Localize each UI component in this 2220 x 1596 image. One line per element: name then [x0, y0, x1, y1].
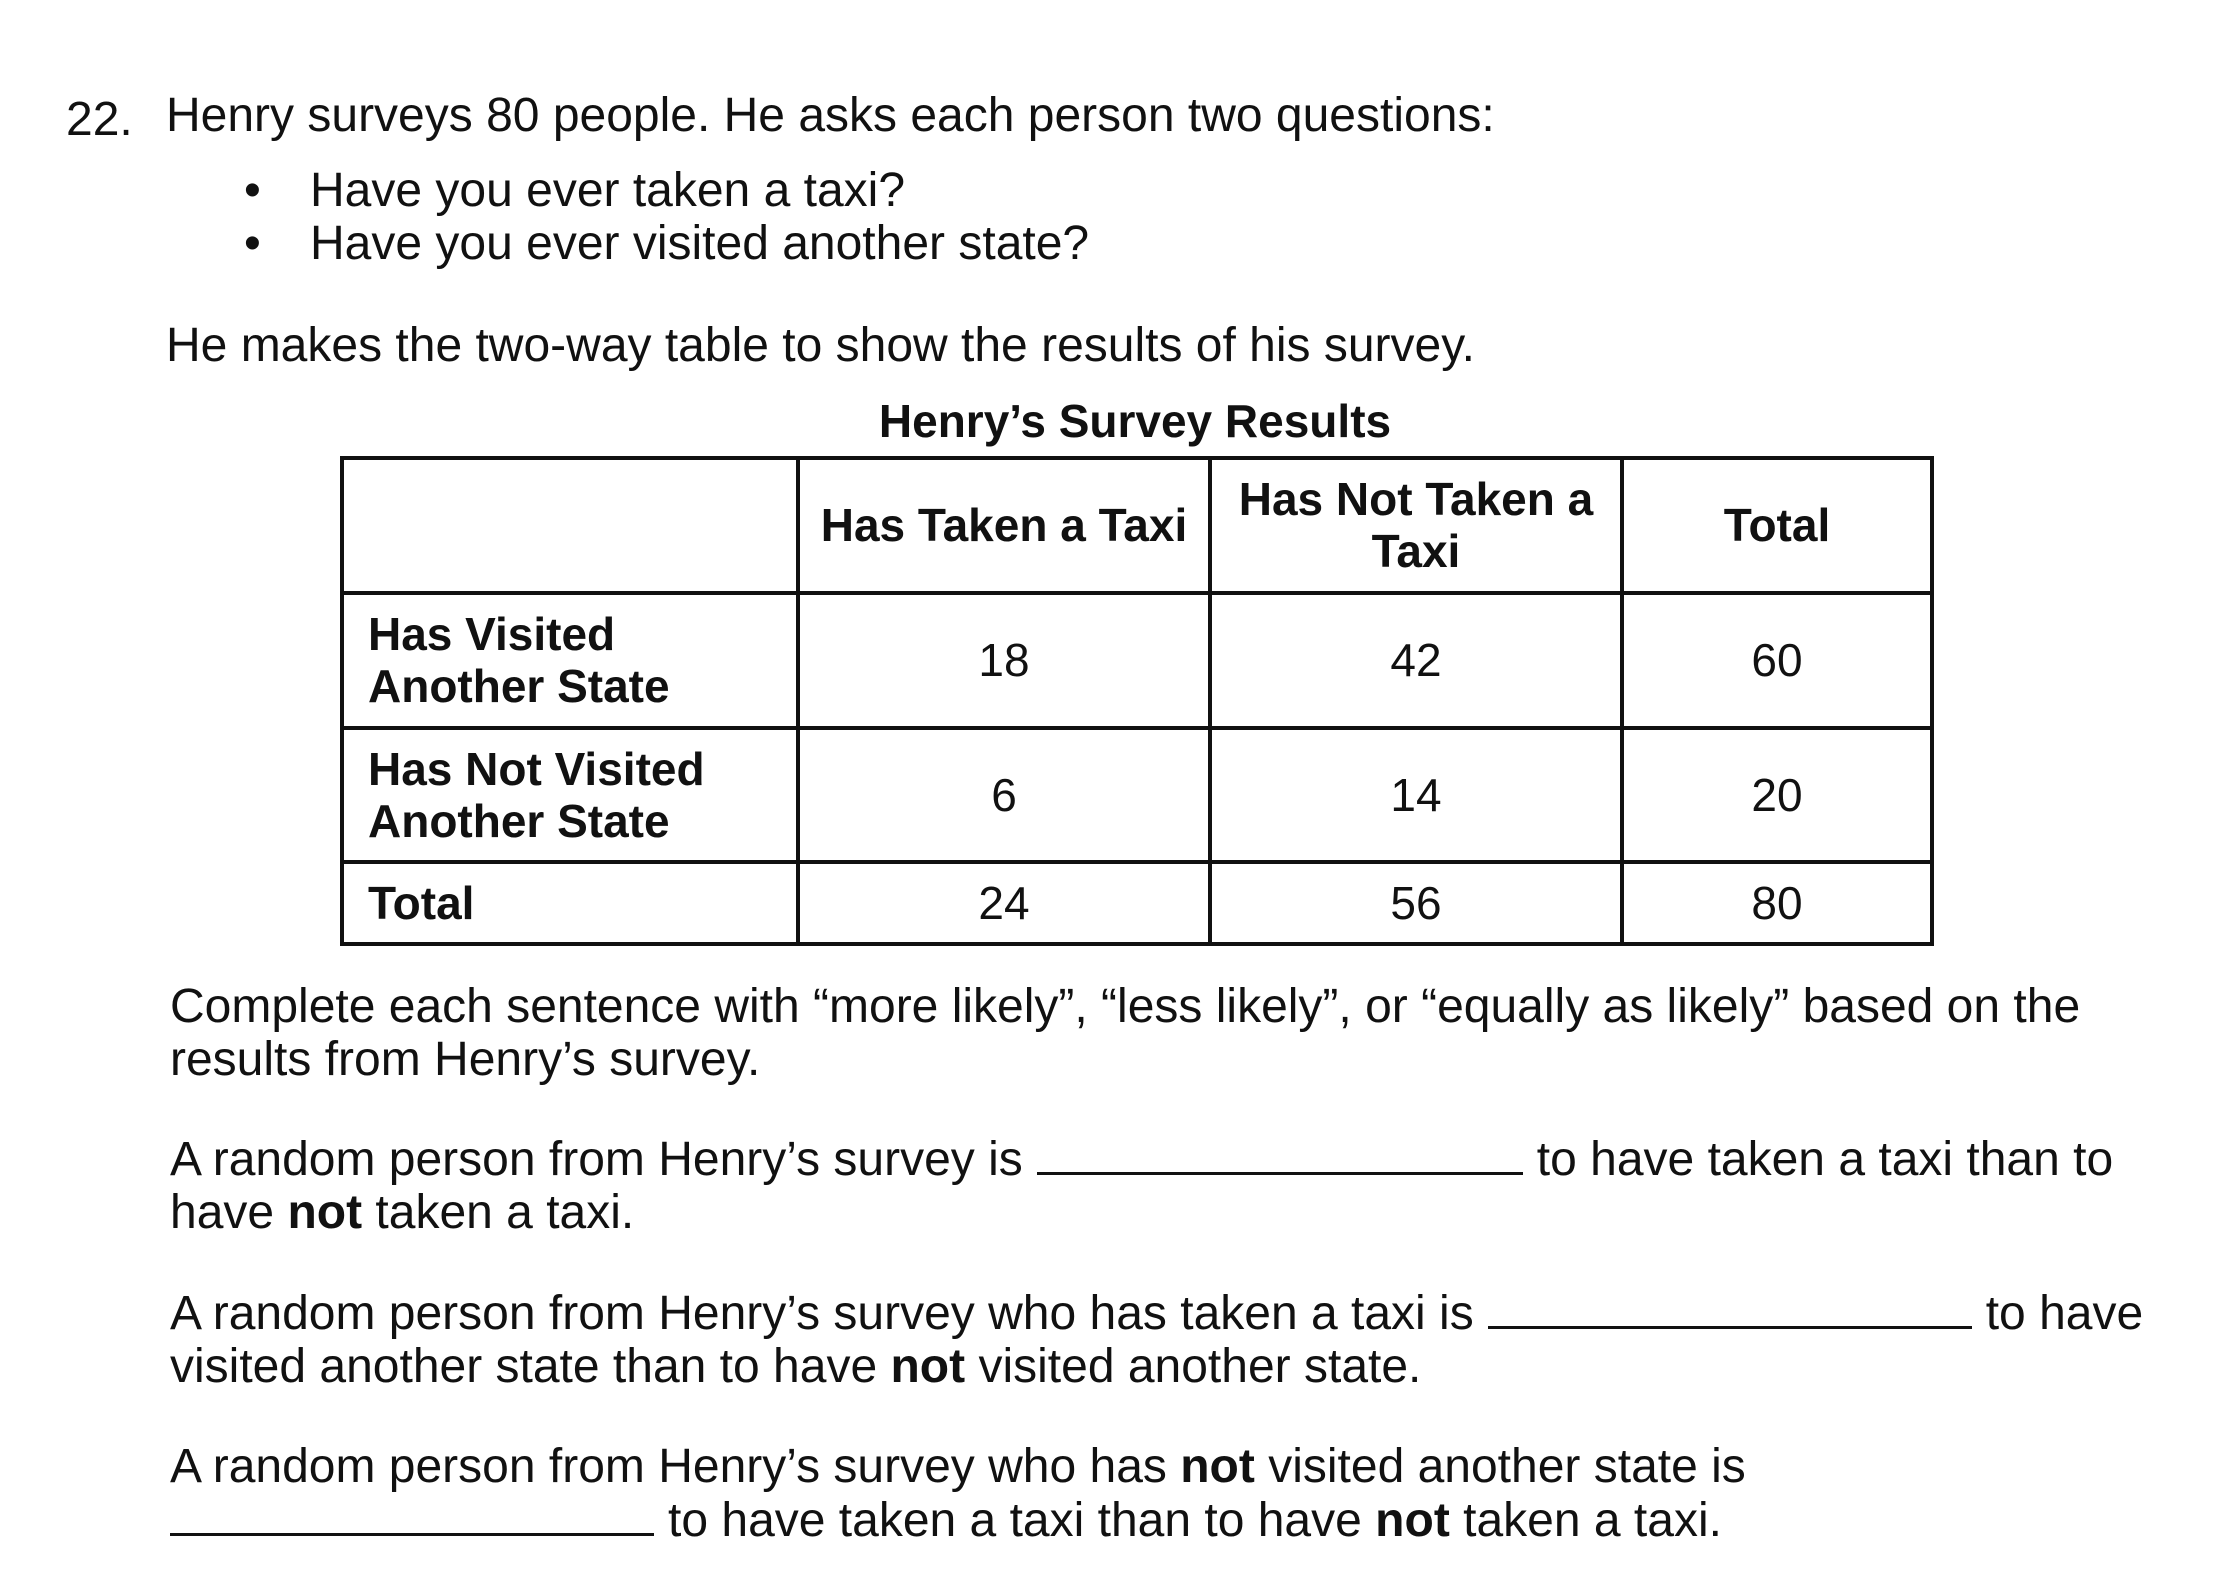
column-header: Has Taken a Taxi [798, 458, 1210, 593]
column-header: Has Not Taken a Taxi [1210, 458, 1622, 593]
sentence-text: A random person from Henry’s survey who has taken a taxi is [170, 1287, 1474, 1340]
sentence-text: A random person from Henry’s survey is [170, 1133, 1023, 1186]
bullet-item [236, 217, 1089, 270]
table-intro: He makes the two-way table to show the results of his survey. [166, 319, 1476, 372]
answer-blank-3[interactable] [170, 1493, 654, 1536]
instructions-text: Complete each sentence with “more likely”, “less likely”, or “equally as likely” based on the results from Henry’s survey. [170, 980, 2081, 1086]
sentence-text: visited another state. [978, 1340, 1422, 1393]
table-cell: 18 [798, 593, 1210, 728]
sentence-text: to have visited another state than to have [170, 1287, 2144, 1393]
bullet-text: Have you ever taken a taxi? [310, 164, 906, 217]
table-cell: 24 [798, 862, 1210, 944]
table-row [342, 593, 1932, 728]
table-cell: 56 [1210, 862, 1622, 944]
bullet-text: Have you ever visited another state? [310, 217, 1090, 270]
bullet-icon: • [244, 217, 261, 270]
sentence-2 [170, 1286, 2190, 1393]
bullet-item [236, 164, 1089, 217]
table-cell: 60 [1622, 593, 1932, 728]
emphasis-text: not [890, 1340, 966, 1393]
table-total-row [342, 862, 1932, 944]
question-bullet-list [236, 164, 1089, 270]
question-number: 22. [66, 93, 133, 146]
emphasis-text: not [287, 1186, 363, 1239]
sentence-1 [170, 1132, 2190, 1239]
sentence-text: visited another state is [1268, 1440, 1746, 1493]
table-cell: 80 [1622, 862, 1932, 944]
sentence-text: A random person from Henry’s survey who has [170, 1440, 1167, 1493]
sentence-text: to have taken a taxi than to have [170, 1133, 2114, 1239]
row-header: Total [342, 862, 798, 944]
row-header: Has Not Visited Another State [342, 728, 798, 863]
row-header: Has Visited Another State [342, 593, 798, 728]
table-cell: 14 [1210, 728, 1622, 863]
table-corner-cell [342, 458, 798, 593]
emphasis-text: not [1180, 1440, 1255, 1493]
sentence-text: to have taken a taxi than to have [668, 1494, 1362, 1547]
table-cell: 20 [1622, 728, 1932, 863]
emphasis-text: not [1375, 1494, 1450, 1547]
sentence-3 [170, 1440, 2190, 1547]
answer-blank-2[interactable] [1488, 1286, 1972, 1329]
table-header-row [342, 458, 1932, 593]
answer-blank-1[interactable] [1037, 1132, 1523, 1175]
column-header: Total [1622, 458, 1932, 593]
table-row [342, 728, 1932, 863]
question-intro: Henry surveys 80 people. He asks each person two questions: [166, 89, 1495, 142]
sentence-text: taken a taxi. [375, 1186, 635, 1239]
table-cell: 6 [798, 728, 1210, 863]
sentence-text: taken a taxi. [1463, 1494, 1722, 1547]
table-title: Henry’s Survey Results [878, 395, 1392, 447]
table-cell: 42 [1210, 593, 1622, 728]
survey-results-table [340, 456, 1934, 946]
bullet-icon: • [244, 164, 261, 217]
